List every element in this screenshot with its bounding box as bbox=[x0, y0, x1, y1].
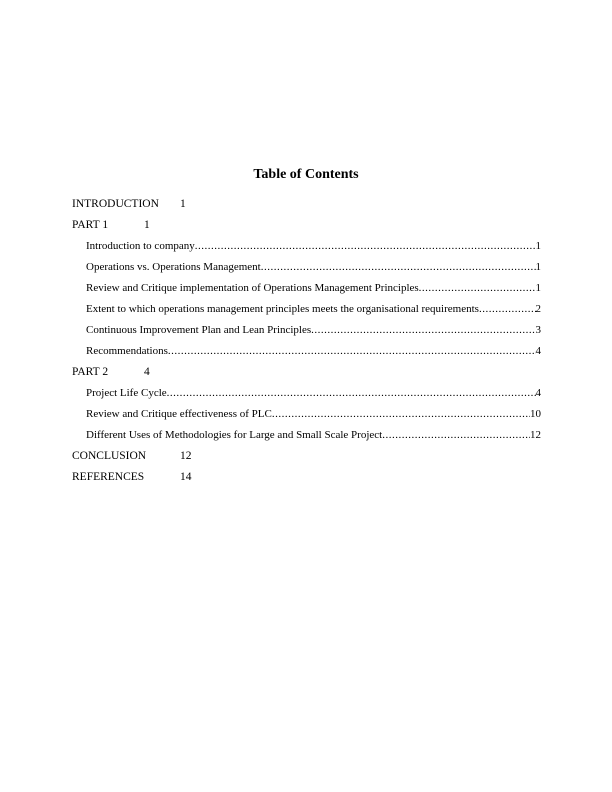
toc-entry-references[interactable] bbox=[72, 469, 541, 490]
toc-leader-dots bbox=[167, 385, 536, 401]
toc-entry-part-1[interactable] bbox=[72, 217, 541, 238]
toc-entry-title: Different Uses of Methodologies for Large and Small Scale Project bbox=[86, 429, 383, 441]
toc-leader-dots bbox=[419, 280, 536, 296]
toc-entry-title: CONCLUSION bbox=[72, 450, 147, 462]
toc-entry-title: PART 1 bbox=[72, 219, 109, 231]
toc-entry-page: 4 bbox=[535, 345, 541, 357]
toc-entry-part-2[interactable] bbox=[72, 364, 541, 385]
toc-entry-operations-vs-management[interactable] bbox=[72, 259, 541, 280]
toc-entry-title: Review and Critique effectiveness of PLC bbox=[86, 408, 272, 420]
toc-leader-dots bbox=[479, 301, 536, 317]
toc-entry-title: Continuous Improvement Plan and Lean Principles bbox=[86, 324, 312, 336]
toc-entry-page: 4 bbox=[535, 387, 541, 399]
toc-entry-title: Project Life Cycle bbox=[86, 387, 167, 399]
toc-entry-continuous-improvement[interactable] bbox=[72, 322, 541, 343]
toc-entry-page: 4 bbox=[144, 366, 150, 378]
toc-entry-review-plc[interactable] bbox=[72, 406, 541, 427]
toc-entry-page: 3 bbox=[535, 324, 541, 336]
toc-entry-page: 14 bbox=[180, 471, 192, 483]
toc-entry-page: 1 bbox=[535, 261, 541, 273]
toc-list bbox=[72, 196, 541, 490]
toc-entry-title: Extent to which operations management principles meets the organisational requirements bbox=[86, 303, 479, 315]
toc-entry-title: Operations vs. Operations Management bbox=[86, 261, 261, 273]
toc-entry-title: INTRODUCTION bbox=[72, 198, 159, 210]
toc-entry-page: 10 bbox=[530, 408, 541, 420]
toc-leader-dots bbox=[272, 406, 530, 422]
toc-entry-title: Recommendations bbox=[86, 345, 168, 357]
toc-leader-dots bbox=[382, 427, 530, 443]
toc-entry-methodologies[interactable] bbox=[72, 427, 541, 448]
toc-entry-extent-principles[interactable] bbox=[72, 301, 541, 322]
toc-entry-review-critique-implementation[interactable] bbox=[72, 280, 541, 301]
toc-entry-introduction-to-company[interactable] bbox=[72, 238, 541, 259]
toc-entry-page: 1 bbox=[180, 198, 186, 210]
toc-entry-title: Introduction to company bbox=[86, 240, 195, 252]
toc-entry-page: 12 bbox=[530, 429, 541, 441]
toc-entry-project-life-cycle[interactable] bbox=[72, 385, 541, 406]
toc-leader-dots bbox=[195, 238, 536, 254]
toc-title: Table of Contents bbox=[253, 167, 359, 182]
toc-entry-title: REFERENCES bbox=[72, 471, 145, 483]
toc-leader-dots bbox=[311, 322, 535, 338]
toc-entry-page: 1 bbox=[144, 219, 150, 231]
toc-entry-introduction[interactable] bbox=[72, 196, 541, 217]
toc-entry-page: 12 bbox=[180, 450, 192, 462]
toc-entry-page: 1 bbox=[535, 240, 541, 252]
toc-leader-dots bbox=[168, 343, 536, 359]
toc-entry-title: PART 2 bbox=[72, 366, 109, 378]
toc-entry-page: 2 bbox=[535, 303, 541, 315]
toc-entry-title: Review and Critique implementation of Operations Management Principles bbox=[86, 282, 419, 294]
toc-entry-recommendations[interactable] bbox=[72, 343, 541, 364]
toc-leader-dots bbox=[261, 259, 536, 275]
toc-entry-page: 1 bbox=[535, 282, 541, 294]
toc-entry-conclusion[interactable] bbox=[72, 448, 541, 469]
